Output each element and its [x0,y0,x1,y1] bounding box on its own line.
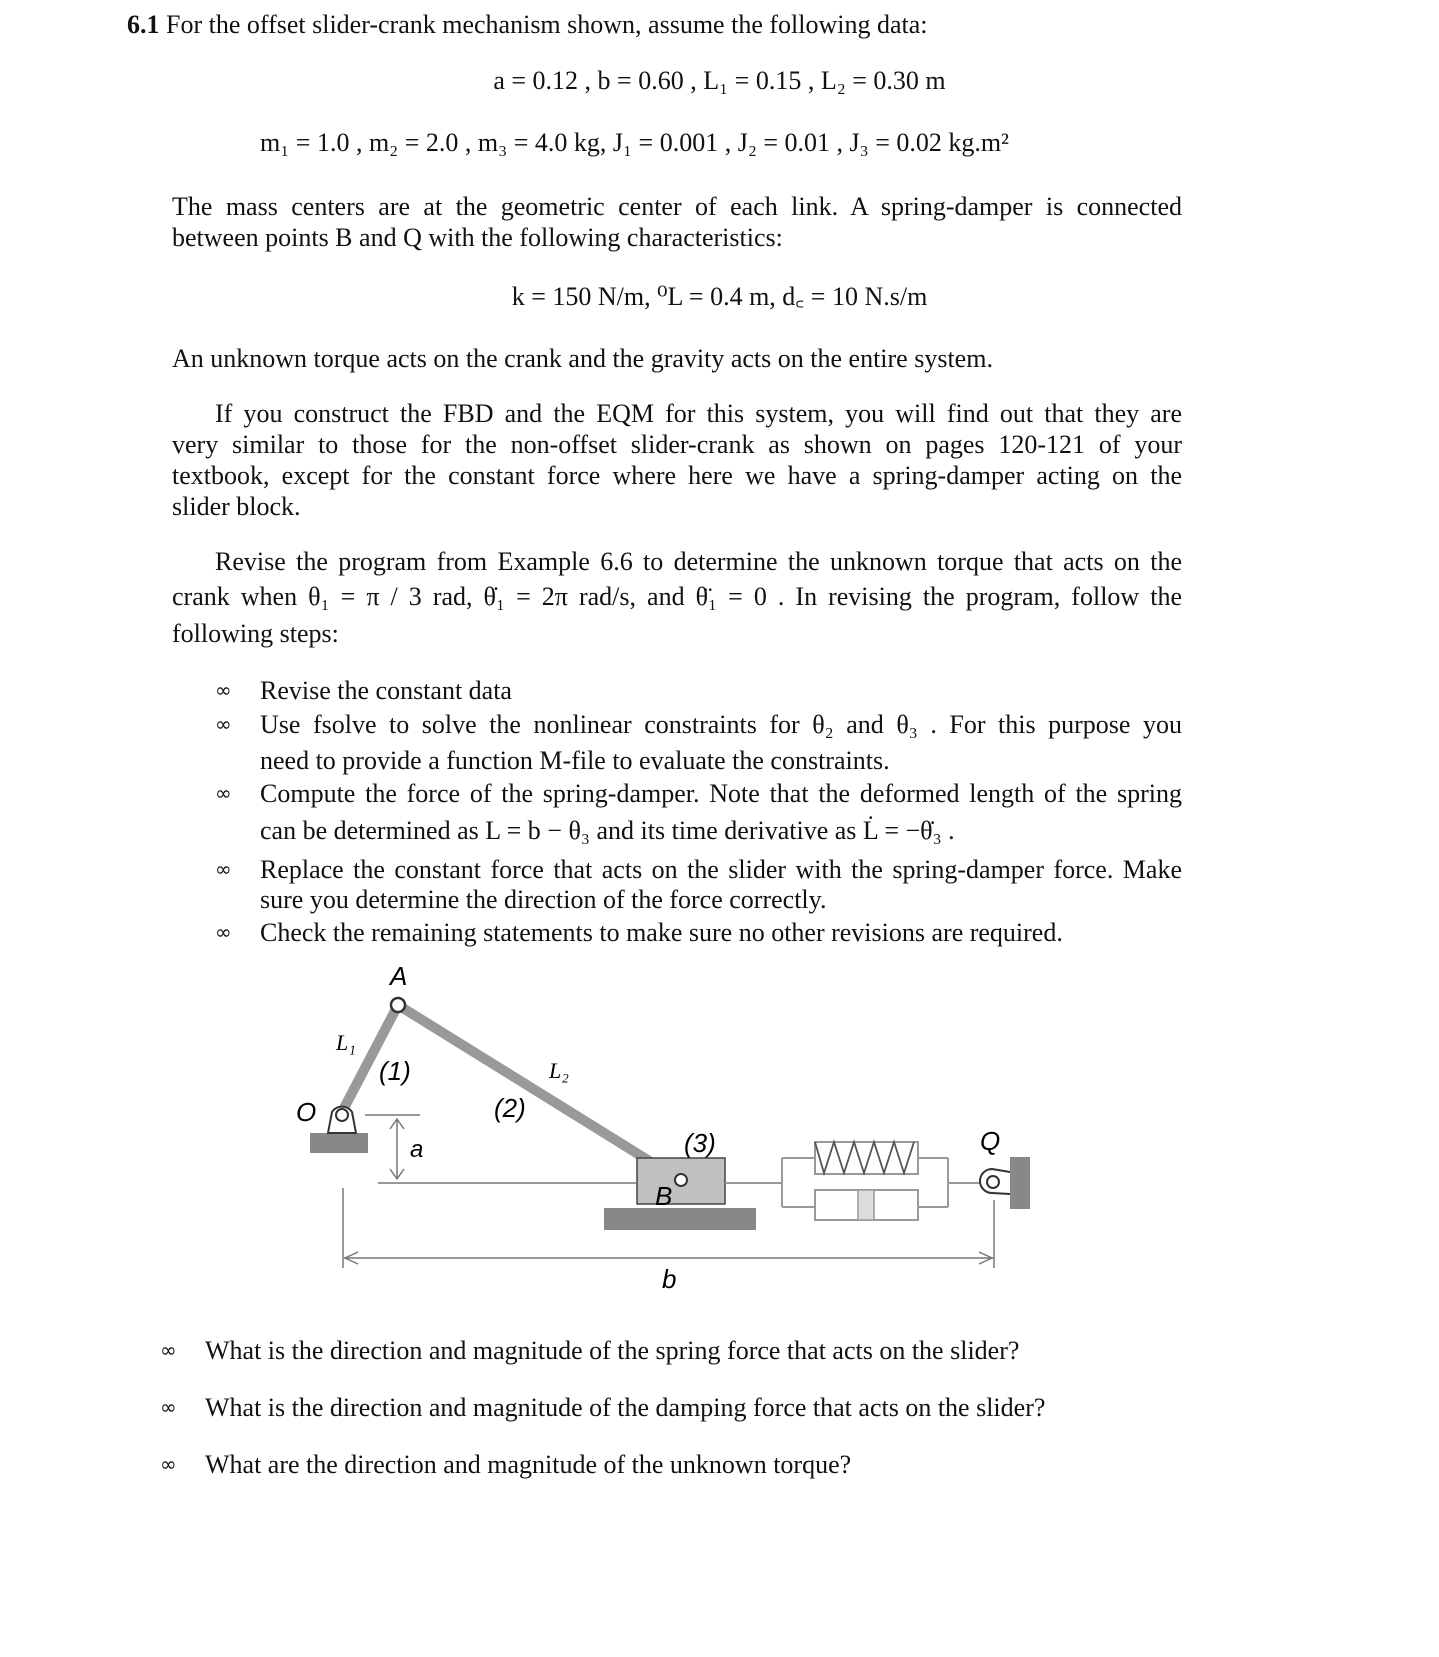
label-dimension-b: b [662,1264,677,1294]
paragraph-fbd-line3: textbook, except for the constant force where here we have a spring-damper acting on the [172,461,1182,490]
step-text: Replace the constant force that acts on the slider with the spring-damper force. Make [260,855,1182,884]
label-l2: L₂ [549,1058,569,1083]
paragraph-revise-line2: crank when θ₁ = π / 3 rad, θ̇₁ = 2π rad/s, and θ̈₁ = 0 . In revising the program, follow the [172,582,1182,611]
label-l1: L₁ [336,1030,356,1055]
step-text: Compute the force of the spring-damper. Note that the deformed length of the spring [260,779,1182,808]
label-link3: (3) [684,1128,716,1158]
question-damping-force: What is the direction and magnitude of the damping force that acts on the slider? [205,1393,1046,1422]
paragraph-fbd-line2: very similar to those for the non-offset slider-crank as shown on pages 120-121 of your [172,430,1182,459]
step-text: can be determined as L = b − θ₃ and its time derivative as L̇ = −θ̇₃ . [260,816,955,845]
paragraph-mass-centers-line1: The mass centers are at the geometric center of each link. A spring-damper is connected [172,192,1182,221]
paragraph-revise-line1: Revise the program from Example 6.6 to determine the unknown torque that acts on the [215,547,1182,576]
question-bullet: ∞ [160,1395,177,1419]
question-bullet: ∞ [160,1452,177,1476]
joint-b [675,1174,687,1186]
step-text: Revise the constant data [260,676,512,705]
step-bullet: ∞ [215,678,232,702]
slider-crank-figure [0,955,1439,1295]
label-b-joint: B [655,1181,673,1211]
paragraph-torque: An unknown torque acts on the crank and the gravity acts on the entire system. [172,344,993,373]
joint-a [391,998,405,1012]
pivot-o-pin [336,1109,348,1121]
equation-masses: m₁ = 1.0 , m₂ = 2.0 , m₃ = 4.0 kg, J₁ = 0.001 , J₂ = 0.01 , J₃ = 0.02 kg.m² [260,128,1009,157]
paragraph-mass-centers-line2: between points B and Q with the following characteristics: [172,223,783,252]
step-text: need to provide a function M-file to evaluate the constraints. [260,746,890,775]
label-link2: (2) [494,1093,526,1123]
step-text: Check the remaining statements to make sure no other revisions are required. [260,918,1063,947]
paragraph-fbd-line1: If you construct the FBD and the EQM for this system, you will find out that they are [215,399,1182,428]
step-bullet: ∞ [215,781,232,805]
step-bullet: ∞ [215,920,232,944]
equation-spring: k = 150 N/m, ⁰L = 0.4 m, d꜀ = 10 N.s/m [511,282,928,311]
label-a-joint: A [390,961,408,991]
label-o: O [296,1097,317,1127]
step-bullet: ∞ [215,712,232,736]
paragraph-fbd-line4: slider block. [172,492,301,521]
ground-slider [604,1208,756,1230]
problem-intro: For the offset slider-crank mechanism shown, assume the following data: [166,10,928,39]
label-link1: (1) [379,1056,411,1086]
label-q: Q [980,1126,1001,1156]
coupler-link [398,1005,680,1180]
equation-dimensions: a = 0.12 , b = 0.60 , L₁ = 0.15 , L₂ = 0.30 m [493,66,946,95]
damper-piston [858,1190,874,1220]
problem-header [127,8,1287,41]
ground-o [310,1133,368,1153]
label-offset-a: a [410,1136,424,1163]
step-text: Use fsolve to solve the nonlinear constraints for θ₂ and θ₃ . For this purpose you [260,710,1182,739]
problem-number: 6.1 [127,10,160,39]
step-bullet: ∞ [215,857,232,881]
question-spring-force: What is the direction and magnitude of the spring force that acts on the slider? [205,1336,1020,1365]
ground-q [1010,1157,1030,1209]
pivot-q-pin [987,1176,999,1188]
step-text: sure you determine the direction of the force correctly. [260,885,827,914]
question-bullet: ∞ [160,1338,177,1362]
question-torque: What are the direction and magnitude of the unknown torque? [205,1450,852,1479]
paragraph-revise-line3: following steps: [172,619,339,648]
